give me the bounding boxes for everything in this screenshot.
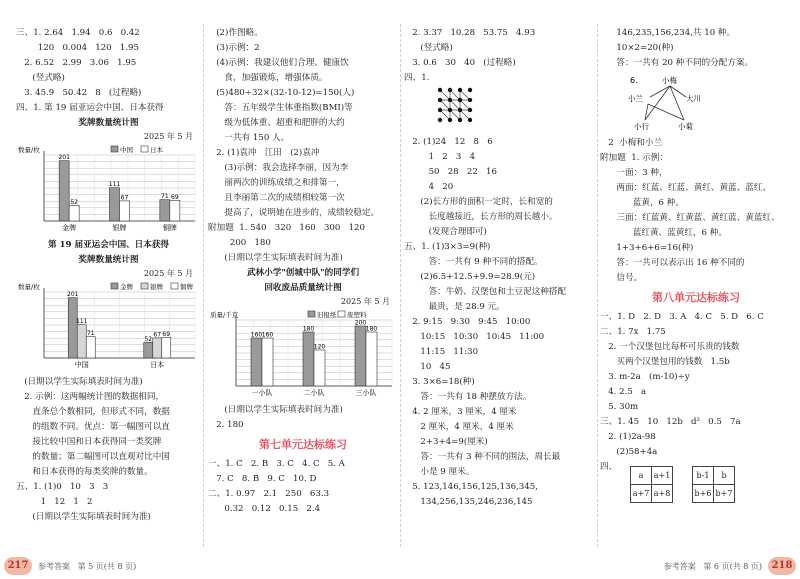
answer-line: 1 2 3 4 — [404, 152, 476, 162]
bar-value-label: 67 — [153, 331, 162, 339]
answer-line: 2+3+4=9(厘米) — [404, 437, 488, 447]
column-divider — [400, 24, 401, 547]
legend-label: 铜牌 — [180, 283, 193, 291]
answer-line: 答：牛奶、汉堡包和土豆泥这种搭配 — [404, 287, 567, 297]
answer-line: 2. (1)2a-98 — [600, 432, 656, 442]
answer-line: 买两个汉堡包用的钱数 1.5b — [600, 357, 730, 367]
grid-dot — [438, 108, 442, 112]
answer-line: (竖式略) — [404, 43, 453, 53]
chart3-date: 2025 年 5 月 — [340, 297, 390, 306]
answer-line: 答：一共有 20 种不同的分配方案。 — [600, 58, 754, 68]
answer-line: 接比较中国和日本获得同一类奖牌 — [16, 437, 162, 447]
answer-line: 11:15 11:30 — [404, 347, 479, 357]
bar-value-label: 52 — [144, 335, 153, 343]
medal-bar-chart-by-type — [16, 143, 201, 235]
answer-line: (3)示例：我会选择李丽，因为李 — [208, 163, 349, 173]
footer-right — [620, 555, 800, 579]
answer-line: 2. 6.52 2.99 3.06 1.95 — [16, 58, 137, 68]
bar — [162, 337, 171, 358]
legend-swatch — [338, 311, 345, 317]
x-tick-label: 日本 — [150, 361, 165, 369]
legend-swatch — [141, 283, 148, 289]
answer-line: 2. 3.37 10.28 53.75 4.93 — [404, 28, 536, 38]
answer-line: 三面：红蓝黄、红黄蓝、黄红蓝、黄蓝红、 — [600, 213, 780, 223]
answer-line: 二、1. 0.97 2.1 250 63.3 — [208, 489, 330, 499]
answer-line: (3)示例：2 — [208, 43, 260, 53]
answer-line: 2 小梅和小兰 — [600, 138, 663, 148]
grid-dot — [468, 108, 472, 112]
answer-line: (发现合理即可) — [404, 227, 487, 237]
chart1-date: 2025 年 5 月 — [143, 132, 193, 141]
answer-line: 2. (1)24 12 8 6 — [404, 137, 493, 147]
answer-lines — [600, 310, 792, 460]
answer-line: 一、1. D 2. D 3. A 4. C 5. D 6. C — [600, 312, 764, 322]
unit-8-title: 第八单元达标练习 — [652, 291, 740, 304]
x-tick-label: 中国 — [74, 361, 89, 369]
answer-line: 10 45 — [404, 362, 451, 372]
legend-label: 日本 — [150, 146, 163, 154]
answer-line: 4. 2.5 a — [600, 387, 647, 397]
bar — [59, 161, 69, 221]
table-cell: a+1 — [652, 467, 673, 485]
answer-lines — [208, 403, 398, 433]
answer-line: (日期以学生实际填表时间为准) — [16, 512, 151, 522]
answer-line: 146,235,156,234,共 10 种。 — [600, 28, 736, 38]
bar — [314, 350, 325, 386]
legend-swatch — [308, 311, 315, 317]
bar — [153, 338, 162, 358]
answer-line: (2)作图略。 — [208, 28, 263, 38]
bar-value-label: 201 — [58, 154, 70, 162]
legend-swatch — [171, 283, 178, 289]
bar — [160, 200, 170, 221]
answer-line: 食，加强锻炼，增强体质。 — [208, 73, 328, 83]
answer-line: 10×2=20(种) — [600, 43, 674, 53]
bar-value-label: 160 — [250, 331, 263, 339]
bar-value-label: 52 — [70, 198, 78, 206]
bar-value-label: 200 — [354, 319, 367, 327]
legend-label: 金牌 — [120, 283, 133, 291]
unit-7-title: 第七单元达标练习 — [259, 438, 347, 451]
answer-line: 2. (1)袁冲 江田 (2)袁冲 — [208, 148, 320, 158]
grid-dot — [448, 98, 452, 102]
answer-lines — [208, 457, 398, 517]
answer-line: 3. 0.6 30 40 (过程略) — [404, 58, 516, 68]
grid-dot — [458, 118, 462, 122]
chart2-caption: 第 19 届亚运会中国、日本获得 — [47, 240, 170, 250]
bar — [110, 188, 120, 221]
bar-value-label: 71 — [86, 330, 95, 338]
table-cell: b+6 — [693, 485, 714, 503]
diagram-node-bottom-right: 小菊 — [678, 122, 693, 131]
answer-lines — [600, 136, 792, 286]
diagram-number: 6. — [630, 76, 638, 85]
answer-line: 答：一共可以表示出 16 种不同的 — [600, 258, 745, 268]
legend-swatch — [111, 283, 118, 289]
answer-line: 0.32 0.12 0.15 2.4 — [208, 504, 321, 514]
answer-line: 1 12 1 2 — [16, 497, 93, 507]
answer-line: 答：一共有 9 种不同的搭配。 — [404, 257, 543, 267]
answer-lines — [16, 375, 201, 525]
bar — [170, 200, 180, 221]
answer-column-4 — [600, 26, 792, 520]
answer-line: 5. 30m — [600, 402, 639, 412]
bar-value-label: 69 — [171, 193, 179, 201]
y-axis-label: 数量/枚 — [18, 283, 40, 291]
answer-line: 二、1. 7x 1.75 — [600, 327, 666, 337]
answer-line: (竖式略) — [16, 73, 65, 83]
bar-value-label: 180 — [302, 325, 315, 333]
diagram-node-right: 大川 — [686, 94, 701, 103]
bar — [251, 338, 262, 386]
answer-line: 答：一共有 3 种不同的围法，周长最 — [404, 452, 561, 462]
answer-lines — [404, 26, 596, 86]
answer-line: 且李丽第二次的成绩相较第一次 — [208, 193, 345, 203]
answer-line: 50 28 22 16 — [404, 167, 497, 177]
answer-line: 一面：3 种， — [600, 168, 668, 178]
answer-line: 2. 一个汉堡包比每杯可乐贵的钱数 — [600, 342, 740, 352]
bar-value-label: 120 — [313, 343, 326, 351]
bar — [68, 298, 77, 358]
bar-value-label: 180 — [365, 325, 378, 333]
answer-line: 10:15 10:30 10:45 11:00 — [404, 332, 545, 342]
answer-column-2 — [208, 26, 398, 517]
legend-swatch — [141, 146, 148, 152]
answer-line: 附加题 1. 540 320 160 300 120 — [208, 223, 365, 233]
grid-dot — [468, 118, 472, 122]
table-cell: a — [631, 467, 652, 485]
answer-line: 四、1. 第 19 届亚运会中国、日本获得 — [16, 103, 164, 113]
footer-left-text: 参考答案 第 5 页(共 8 页) — [38, 562, 137, 571]
y-axis-label: 数量/枚 — [18, 146, 40, 154]
chart3-title-line1: 武林小学"创城中队"的同学们 — [246, 268, 360, 278]
diagram-node-top: 小梅 — [662, 76, 677, 85]
column-divider — [203, 24, 204, 547]
answer-line: 2. 示例：这两幅统计图的数据相同， — [16, 392, 165, 402]
answer-line: (日期以学生实际填表时间为准) — [16, 377, 143, 387]
answer-line: 一共有 150 人。 — [208, 133, 290, 143]
footer-right-text: 参考答案 第 6 页(共 8 页) — [663, 562, 762, 571]
answer-line: 附加题 1. 示例： — [600, 153, 668, 163]
page-number-left: 217 — [4, 557, 32, 575]
answer-line: (4)示例：我建议他们合理、健康饮 — [208, 58, 349, 68]
answer-line: 直条总个数相同，但形式不同，数据 — [16, 407, 170, 417]
answer-line: 2 厘米，4 厘米，4 厘米 — [404, 422, 514, 432]
x-tick-label: 铜牌 — [162, 224, 177, 232]
answer-line: 答：一共有 18 种摆放方法。 — [404, 392, 532, 402]
answer-line: (日期以学生实际填表时间为准) — [208, 253, 343, 263]
section-four-label: 四、 — [600, 462, 618, 472]
answer-line: 3. 45.9 50.42 8 (过程略) — [16, 88, 142, 98]
answer-line: 答：五年级学生体重指数(BMI)等 — [208, 103, 353, 113]
answer-line: 五、1. (1)3×3=9(种) — [404, 242, 491, 252]
y-axis-label: 质量/千克 — [210, 311, 239, 319]
answer-line: 120 0.004 120 1.95 — [16, 43, 139, 53]
footer-left — [0, 555, 180, 579]
answer-line: 蓝红黄、蓝黄红，6 种。 — [600, 228, 727, 238]
grid-dot — [448, 108, 452, 112]
answer-line: (日期以学生实际填表时间为准) — [208, 405, 343, 415]
answer-line: 蓝黄，6 种。 — [600, 198, 684, 208]
table-cell: b — [714, 467, 735, 485]
answer-line: 2. 9:15 9:30 9:45 10:00 — [404, 317, 531, 327]
x-tick-label: 二小队 — [303, 389, 325, 397]
diagram-node-left: 小兰 — [628, 94, 643, 103]
grid-dot — [448, 88, 452, 92]
answer-line: 200 180 — [208, 238, 271, 248]
bar-value-label: 69 — [162, 330, 171, 338]
bar-value-label: 201 — [67, 291, 79, 299]
answer-line: 提高了，说明她在进步的，成绩较稳定。 — [208, 208, 380, 218]
recycling-bar-chart — [208, 308, 398, 400]
grid-dot — [438, 88, 442, 92]
answer-line: 小是 9 厘米。 — [404, 467, 475, 477]
answer-line: (2)58+4a — [600, 447, 658, 457]
answer-line: (2)6.5+12.5+9.9=28.9(元) — [404, 272, 536, 282]
bar — [366, 332, 377, 386]
x-tick-label: 一小队 — [251, 389, 273, 397]
answer-line: 三、1. 45 10 12b d² 0.5 7a — [600, 417, 741, 427]
bar — [355, 326, 366, 386]
grid-dot — [468, 98, 472, 102]
x-tick-label: 银牌 — [112, 224, 127, 232]
answer-line: 2. 180 — [208, 420, 244, 430]
answer-line: 5. 123,146,156,125,136,345, — [404, 482, 538, 492]
answer-column-1 — [16, 26, 201, 525]
bar-value-label: 111 — [76, 318, 88, 326]
answer-line: 3. 3×6=18(种) — [404, 377, 475, 387]
column-divider — [597, 24, 598, 547]
answer-line: 最贵，是 28.9 元。 — [404, 302, 505, 312]
grid-dot — [438, 98, 442, 102]
bar — [144, 342, 153, 358]
chart2-title: 奖牌数量统计图 — [78, 255, 139, 265]
answer-column-3 — [404, 26, 596, 510]
section-four-tables — [600, 460, 792, 520]
chart2-date: 2025 年 5 月 — [143, 269, 193, 278]
answer-line: 4 20 — [404, 182, 454, 192]
legend-label: 银牌 — [150, 283, 163, 291]
legend-label: 旧报纸 — [317, 311, 337, 319]
medal-bar-chart-by-country — [16, 280, 201, 372]
grid-dot — [458, 88, 462, 92]
answer-line: 和日本获得的每类奖牌的数量。 — [16, 467, 153, 477]
bar-value-label: 111 — [108, 181, 121, 189]
answer-line: (5)480÷32×(32-10-12)=150(人) — [208, 88, 355, 98]
expression-table-b — [692, 466, 735, 503]
x-tick-label: 金牌 — [62, 224, 77, 232]
dot-grid-figure — [404, 86, 594, 132]
bar — [120, 201, 130, 221]
grid-dot — [468, 88, 472, 92]
diagram-node-bottom-left: 小行 — [634, 122, 649, 131]
connection-diagram — [600, 71, 790, 133]
bar — [77, 325, 86, 358]
answer-line: 五、1. (1)0 10 3 3 — [16, 482, 109, 492]
grid-dot — [458, 108, 462, 112]
chart3-title-line2: 回收废品质量统计图 — [264, 283, 342, 293]
legend-label: 中国 — [120, 146, 133, 154]
answer-line: 级为低体重、超重和肥胖的大约 — [208, 118, 345, 128]
answer-line: 的数量；第二幅图可以直观对比中国 — [16, 452, 170, 462]
answer-line: 的组数不同。优点：第一幅图可以直 — [16, 422, 170, 432]
table-cell: a+8 — [652, 485, 673, 503]
answer-line: 丽两次的训练成绩之和排第一， — [208, 178, 345, 188]
bar — [262, 338, 273, 386]
legend-label: 废塑料 — [347, 311, 367, 319]
table-cell: b-1 — [693, 467, 714, 485]
answer-line: 7. C 8. B 9. C 10. D — [208, 474, 317, 484]
chart1-title: 奖牌数量统计图 — [78, 118, 139, 128]
answer-line: 信号。 — [600, 273, 643, 283]
legend-swatch — [111, 146, 118, 152]
bar-value-label: 67 — [120, 194, 129, 202]
grid-dot — [448, 118, 452, 122]
grid-dot — [438, 118, 442, 122]
table-cell: a+7 — [631, 485, 652, 503]
bar — [86, 337, 95, 358]
answer-lines — [404, 135, 596, 510]
page-number-right: 218 — [768, 557, 796, 575]
bar — [303, 332, 314, 386]
answer-line: 1+3+6+6=16(种) — [600, 243, 694, 253]
bar-value-label: 71 — [161, 193, 169, 201]
expression-table-a — [630, 466, 673, 503]
answer-line: (2)长方形的面积一定时，长和宽的 — [404, 197, 553, 207]
answer-line: 四、1. — [404, 73, 430, 83]
bar-value-label: 160 — [261, 331, 274, 339]
answer-line: 一、1. C 2. B 3. C 4. C 5. A — [208, 459, 345, 469]
x-tick-label: 三小队 — [355, 389, 377, 397]
bar — [69, 205, 79, 221]
answer-lines — [16, 26, 201, 116]
grid-dot — [458, 98, 462, 102]
answer-line: 4. 2 厘米，3 厘米，4 厘米 — [404, 407, 517, 417]
answer-line: 长度越接近，长方形的周长越小。 — [404, 212, 558, 222]
answer-lines — [208, 26, 398, 266]
diagram-edges — [645, 86, 686, 120]
table-cell: b+7 — [714, 485, 735, 503]
answer-line: 134,256,135,246,236,145 — [404, 497, 533, 507]
answer-line: 3. m-2a (m-10)÷y — [600, 372, 690, 382]
answer-line: 两面：红蓝、红蓝、黄红、黄蓝、蓝红、 — [600, 183, 772, 193]
answer-line: 三、1. 2.64 1.94 0.6 0.42 — [16, 28, 140, 38]
answer-lines — [600, 26, 792, 71]
